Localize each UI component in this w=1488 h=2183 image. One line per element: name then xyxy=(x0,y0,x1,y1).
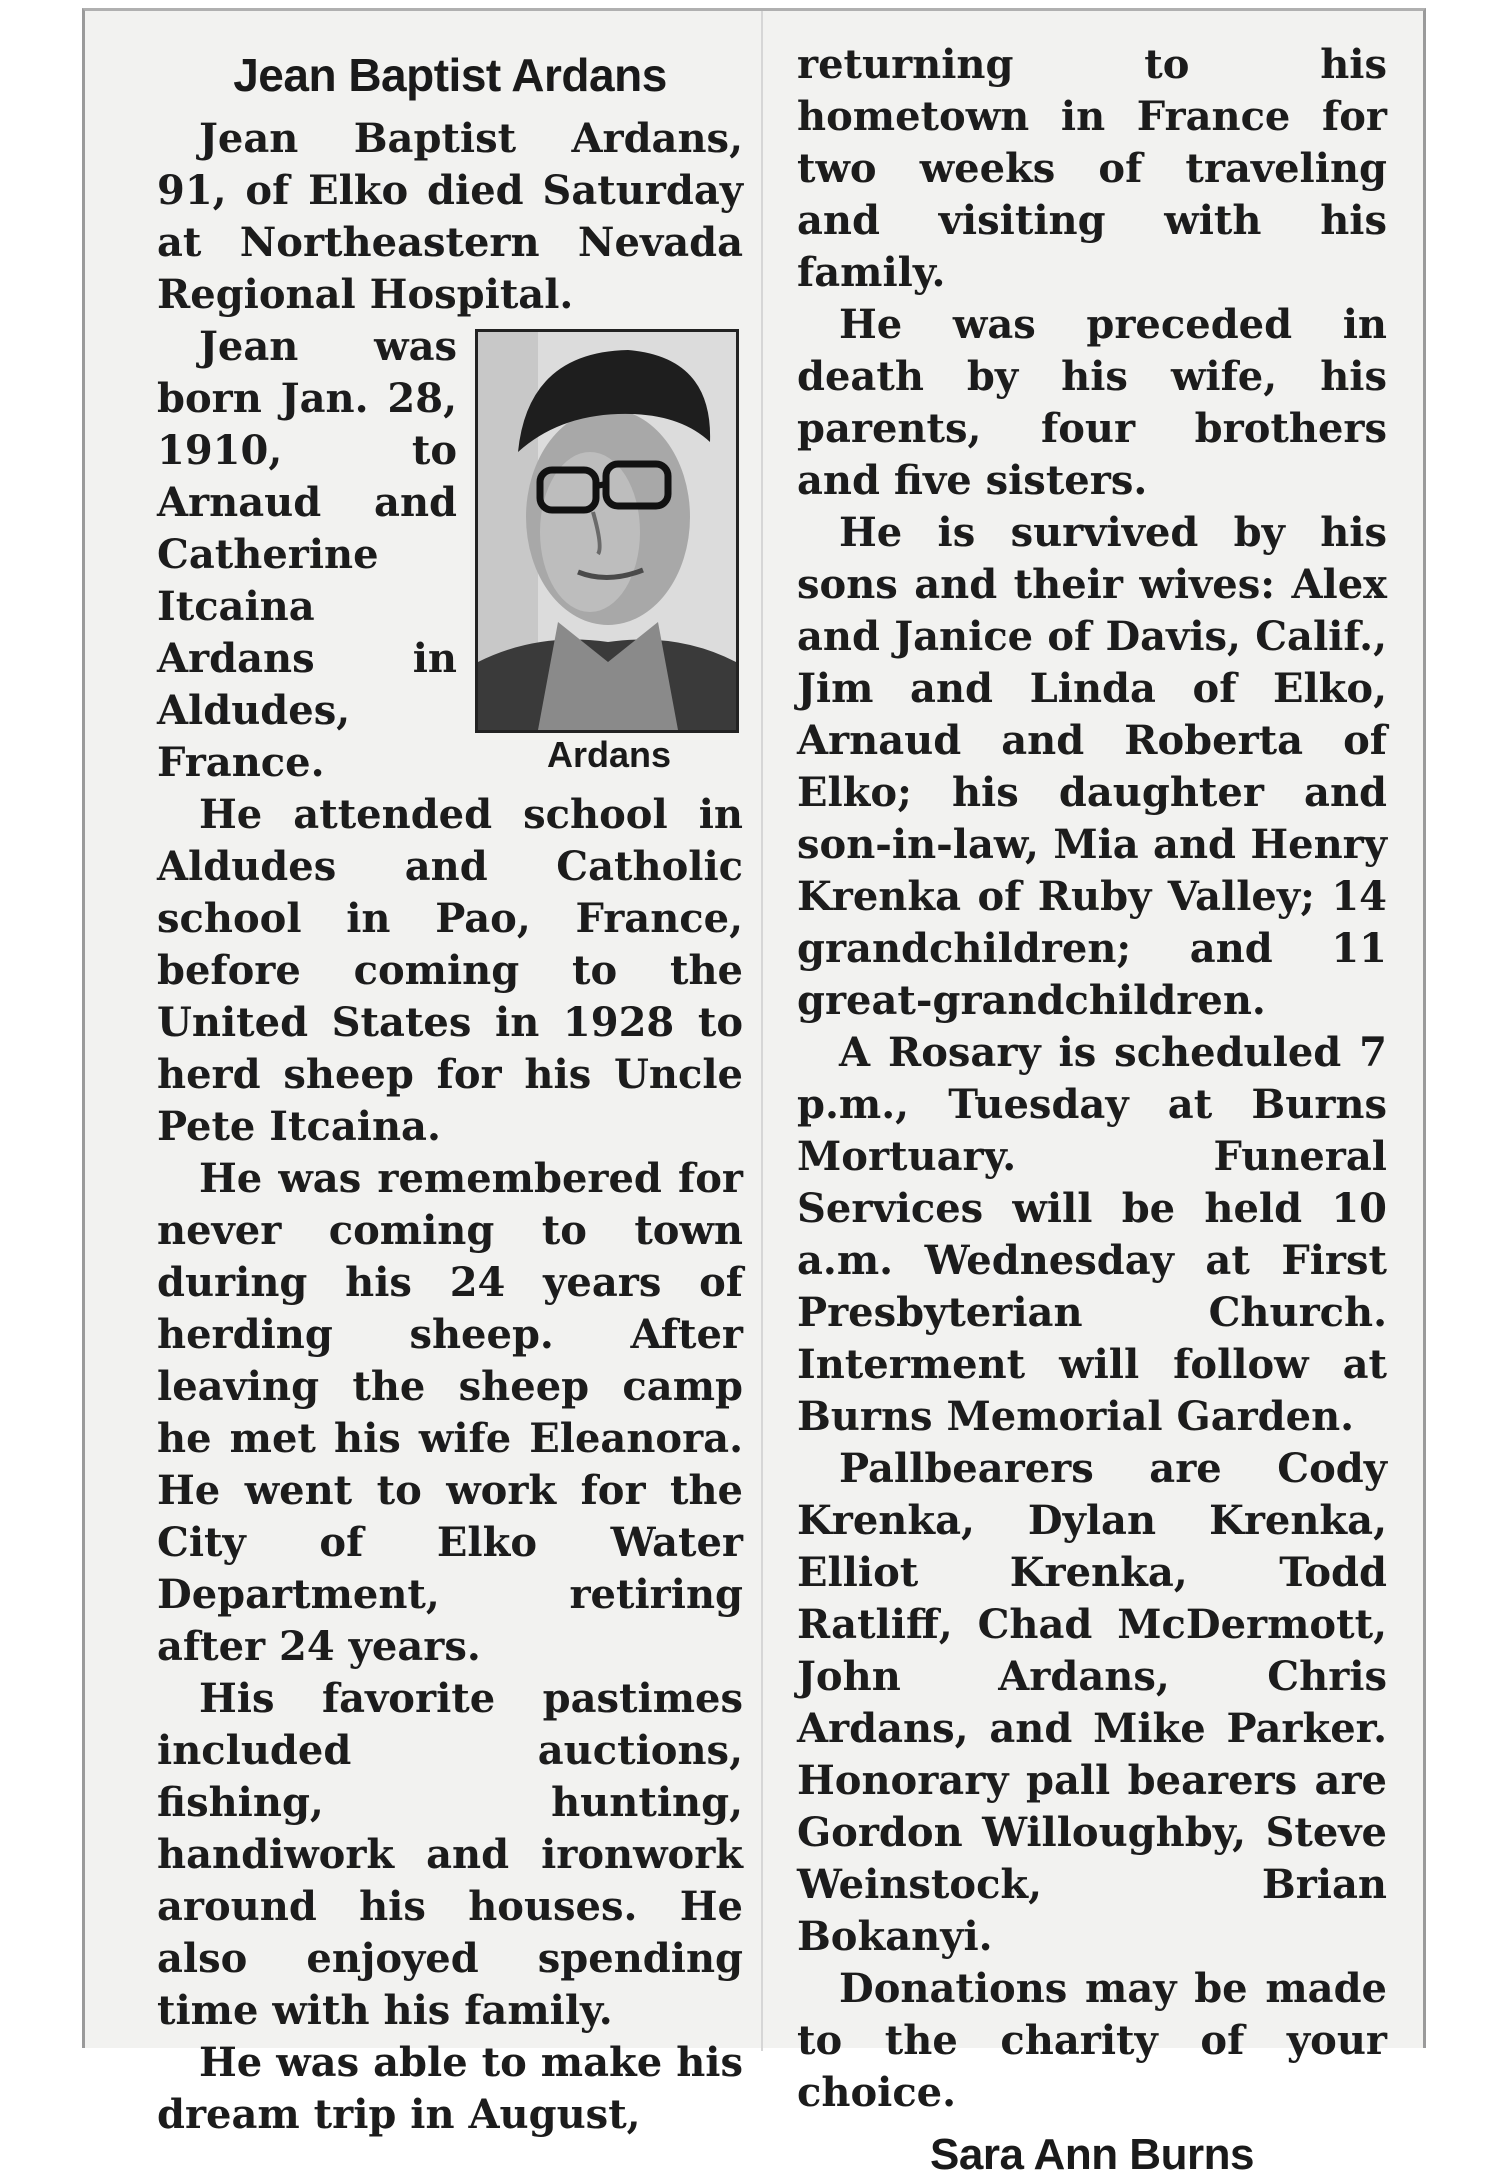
paragraph-dream-trip: He was able to make his dream trip in August, xyxy=(157,2039,743,2138)
author-signature: Sara Ann Burns xyxy=(930,2130,1254,2179)
column-divider xyxy=(761,11,763,2051)
obituary-headline: Jean Baptist Ardans xyxy=(233,49,667,101)
obituary-clipping xyxy=(82,8,1426,2179)
paragraph-preceded: He was preceded in death by his wife, his parents, four brothers and five sisters. xyxy=(797,301,1387,504)
portrait-photo-icon xyxy=(475,329,739,733)
paragraph-pastimes: His favorite pastimes included auctions, fishing, hunting, handiwork and ironwork around his houses. He also enjoyed spending time with his family. xyxy=(157,1675,743,2034)
photo-figure xyxy=(475,329,743,777)
paragraph-survivors: He is survived by his sons and their wives: Alex and Janice of Davis, Calif., Jim and Linda of Elko, Arnaud and Roberta of Elko; his daughter and son-in-law, Mia and Henry Krenka of Ruby Valley; 14 grandchildren; and 11 great-grandchildren. xyxy=(797,509,1387,1024)
left-column xyxy=(157,11,743,2141)
right-column xyxy=(797,39,1387,2183)
paragraph-career: He was remembered for never coming to town during his 24 years of herding sheep. After leaving the sheep camp he met his wife Eleanora. He went to work for the City of Elko Water Department, retiring after 24 years. xyxy=(157,1155,743,1670)
paragraph-pallbearers: Pallbearers are Cody Krenka, Dylan Krenka, Elliot Krenka, Todd Ratliff, Chad McDermott, John Ardans, Chris Ardans, and Mike Parker. Honorary pall bearers are Gordon Willoughby, Steve Weinstock, Brian Bokanyi. xyxy=(797,1445,1387,1960)
paragraph-services: A Rosary is scheduled 7 p.m., Tuesday at Burns Mortuary. Funeral Services will be held 10 a.m. Wednesday at First Presbyterian Church. Interment will follow at Burns Memorial Garden. xyxy=(797,1029,1387,1440)
paragraph-schooling: He attended school in Aldudes and Catholic school in Pao, France, before coming to the United States in 1928 to herd sheep for his Uncle Pete Itcaina. xyxy=(157,791,743,1150)
paragraph-intro: Jean Baptist Ardans, 91, of Elko died Saturday at Northeastern Nevada Regional Hospital. xyxy=(157,115,743,318)
paragraph-donations: Donations may be made to the charity of your choice. xyxy=(797,1965,1387,2116)
paragraph-birth: Jean was born Jan. 28, 1910, to Arnaud and Catherine Itcaina Ardans in Aldudes, France. xyxy=(157,323,457,786)
photo-caption: Ardans xyxy=(546,734,672,775)
paragraph-trip-continued: returning to his hometown in France for two weeks of traveling and visiting with his family. xyxy=(797,41,1387,296)
